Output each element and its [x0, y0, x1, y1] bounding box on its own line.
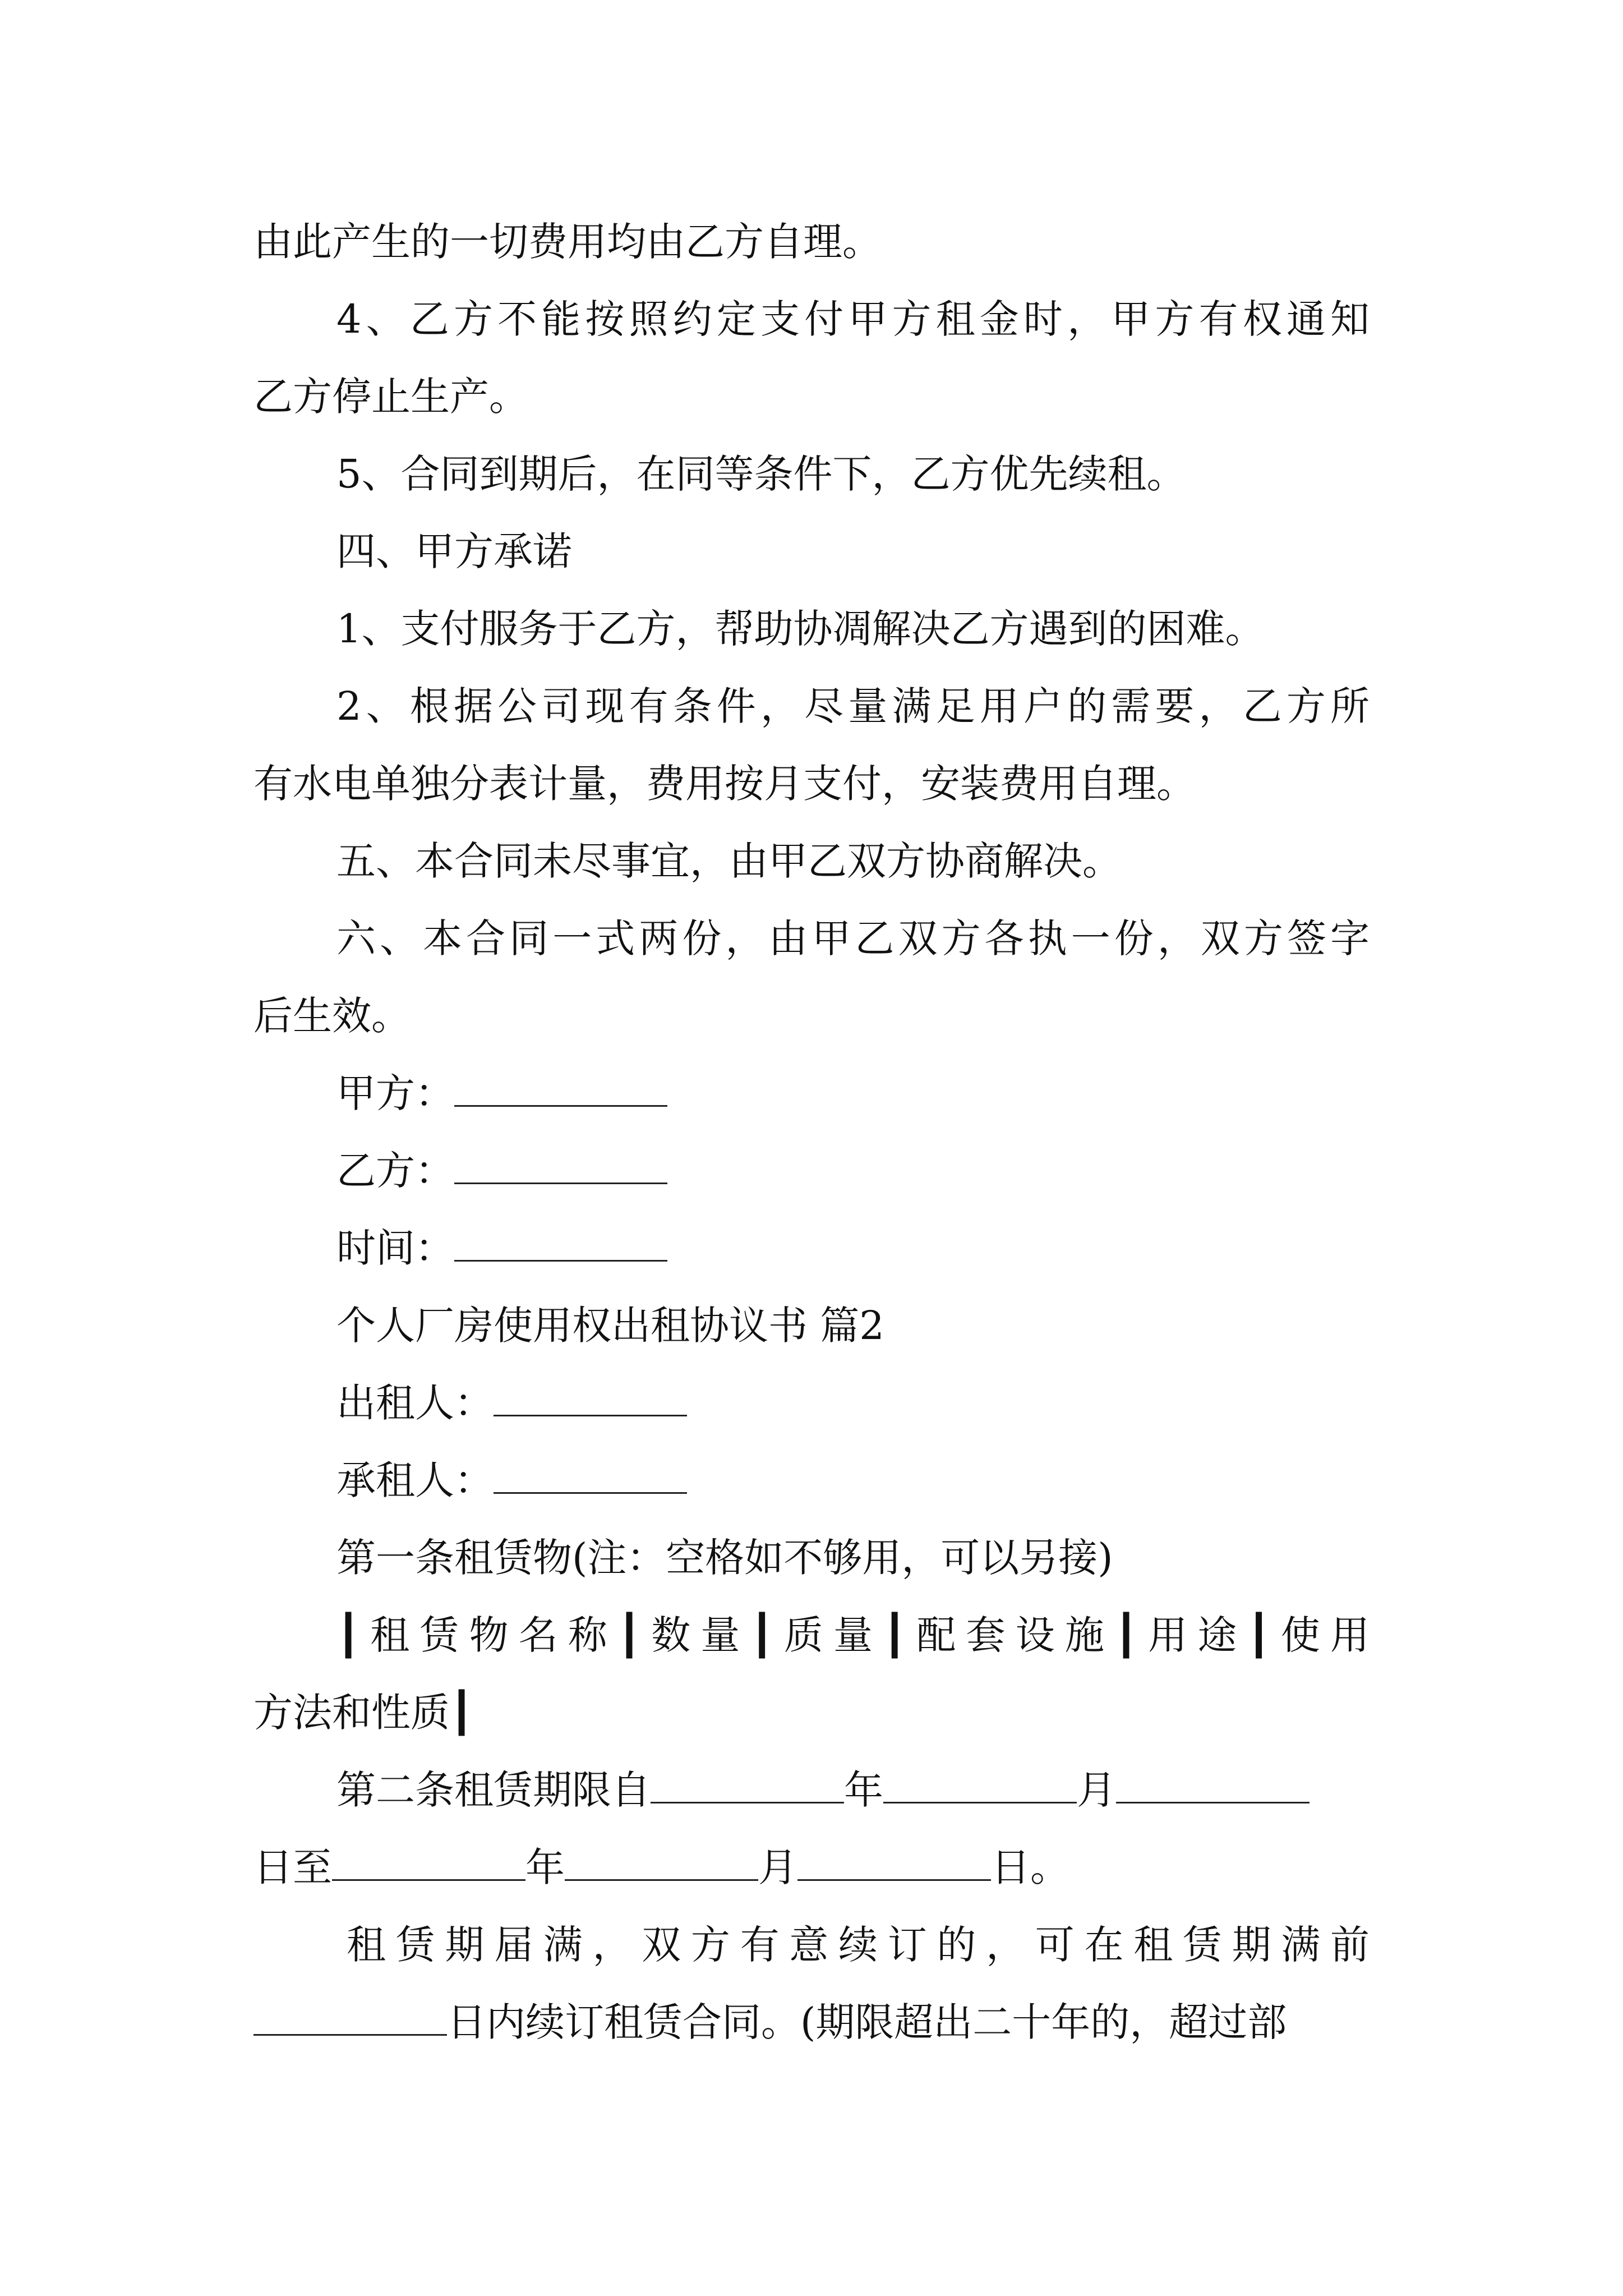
paragraph-line: 4、乙方不能按照约定支付甲方租金时，甲方有权通知: [336, 296, 1370, 342]
table-row: ┃租赁物名称┃数量┃质量┃配套设施┃用途┃使用: [336, 1612, 1370, 1658]
start-day-blank: [1116, 1770, 1310, 1803]
time-blank: [454, 1228, 667, 1262]
table-row: 方法和性质┃: [253, 1690, 474, 1736]
party-a-label: 甲方：: [336, 1070, 454, 1116]
paragraph-line: 1、支付服务于乙方，帮助协凋解决乙方遇到的困难。: [336, 606, 1265, 652]
lessee-label: 承租人：: [336, 1457, 494, 1503]
agreement-title: 个人厂房使用权出租协议书 篇2: [336, 1303, 884, 1349]
article-2-text: 第二条租赁期限自: [336, 1767, 651, 1813]
party-b-blank: [454, 1151, 667, 1184]
start-month-blank: [883, 1770, 1077, 1803]
end-day-blank: [797, 1848, 991, 1881]
paragraph-line: 后生效。: [253, 993, 411, 1039]
paragraph-line: 2、根据公司现有条件，尽量满足用户的需要，乙方所: [336, 683, 1370, 729]
lessor-label: 出租人：: [336, 1380, 494, 1426]
day-to-label: 日至: [253, 1844, 332, 1890]
month-label: 月: [758, 1844, 797, 1890]
signature-party-b: [336, 1148, 667, 1194]
month-label: 月: [1077, 1767, 1116, 1813]
signature-time: [336, 1225, 667, 1271]
paragraph-line: 六、本合同一式两份，由甲乙双方各执一份，双方签字: [336, 915, 1370, 961]
paragraph-line: 乙方停止生产。: [253, 374, 528, 420]
signature-party-a: [336, 1070, 667, 1116]
article-2-line-2: [253, 1844, 1069, 1890]
article-1: 第一条租赁物(注：空格如不够用，可以另接): [336, 1535, 1113, 1581]
year-label: 年: [525, 1844, 565, 1890]
time-label: 时间：: [336, 1225, 454, 1271]
renew-text: 日内续订租赁合同。(期限超出二十年的，超过部: [447, 1999, 1287, 2045]
end-month-blank: [565, 1848, 758, 1881]
end-year-blank: [332, 1848, 525, 1881]
lessee-line: [336, 1457, 687, 1503]
day-end-label: 日。: [991, 1844, 1069, 1890]
paragraph-line: 租赁期届满，双方有意续订的，可在租赁期满前: [347, 1922, 1370, 1968]
renew-days-blank: [253, 2003, 447, 2036]
paragraph-line: 由此产生的一切费用均由乙方自理。: [253, 219, 882, 265]
lessee-blank: [494, 1461, 687, 1494]
party-a-blank: [454, 1074, 667, 1107]
paragraph-line: 五、本合同未尽事宜，由甲乙双方协商解决。: [336, 838, 1122, 884]
party-b-label: 乙方：: [336, 1148, 454, 1194]
start-year-blank: [651, 1770, 844, 1803]
section-heading: 四、甲方承诺: [336, 528, 572, 574]
article-2-line-1: [336, 1767, 1310, 1813]
paragraph-line: [253, 1999, 1287, 2045]
year-label: 年: [844, 1767, 883, 1813]
paragraph-line: 5、合同到期后，在同等条件下，乙方优先续租。: [336, 451, 1186, 497]
lessor-blank: [494, 1383, 687, 1416]
lessor-line: [336, 1380, 687, 1426]
paragraph-line: 有水电单独分表计量，费用按月支付，安装费用自理。: [253, 761, 1196, 807]
